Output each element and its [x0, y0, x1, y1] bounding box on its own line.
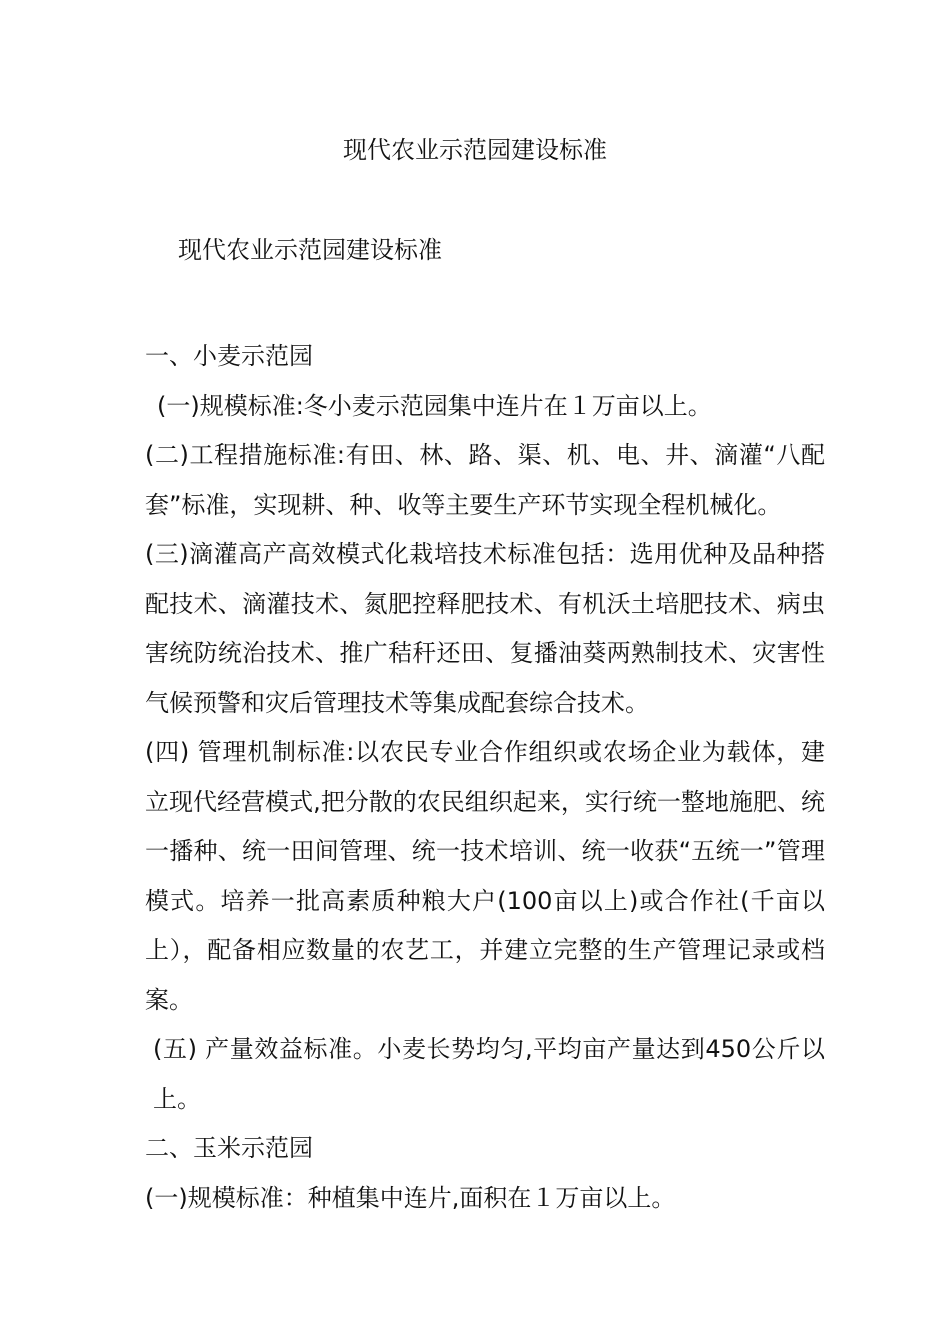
paragraph-wheat-technology: (三)滴灌高产高效模式化栽培技术标准包括：选用优种及品种搭配技术、滴灌技术、氮肥控释肥技术、有机沃土培肥技术、病虫害统防统治技术、推广秸秆还田、复播油葵两熟制技术、灾害性气候预警和灾后管理技术等集成配套综合技术。 [145, 540, 825, 717]
section-heading-corn: 二、玉米示范园 [145, 1134, 313, 1162]
document-body [145, 332, 825, 1223]
paragraph-wheat-management: (四) 管理机制标准:以农民专业合作组织或农场企业为载体，建立现代经营模式,把分散的农民组织起来，实行统一整地施肥、统一播种、统一田间管理、统一技术培训、统一收获“五统一”管理模式。培养一批高素质种粮大户(100亩以上)或合作社(千亩以上），配备相应数量的农艺工，并建立完整的生产管理记录或档案。 [145, 738, 825, 1014]
document-subtitle: 现代农业示范园建设标准 [178, 236, 442, 264]
paragraph-wheat-yield: (五) 产量效益标准。小麦长势均匀,平均亩产量达到450公斤以上。 [153, 1035, 825, 1113]
paragraph-corn-scale: (一)规模标准：种植集中连片,面积在１万亩以上。 [145, 1183, 676, 1212]
document-title: 现代农业示范园建设标准 [343, 136, 607, 164]
section-heading-wheat: 一、小麦示范园 [145, 342, 313, 370]
paragraph-wheat-engineering: (二)工程措施标准:有田、林、路、渠、机、电、井、滴灌“八配套”标准，实现耕、种、收等主要生产环节实现全程机械化。 [145, 441, 825, 519]
paragraph-wheat-scale: (一)规模标准:冬小麦示范园集中连片在１万亩以上。 [157, 391, 712, 420]
